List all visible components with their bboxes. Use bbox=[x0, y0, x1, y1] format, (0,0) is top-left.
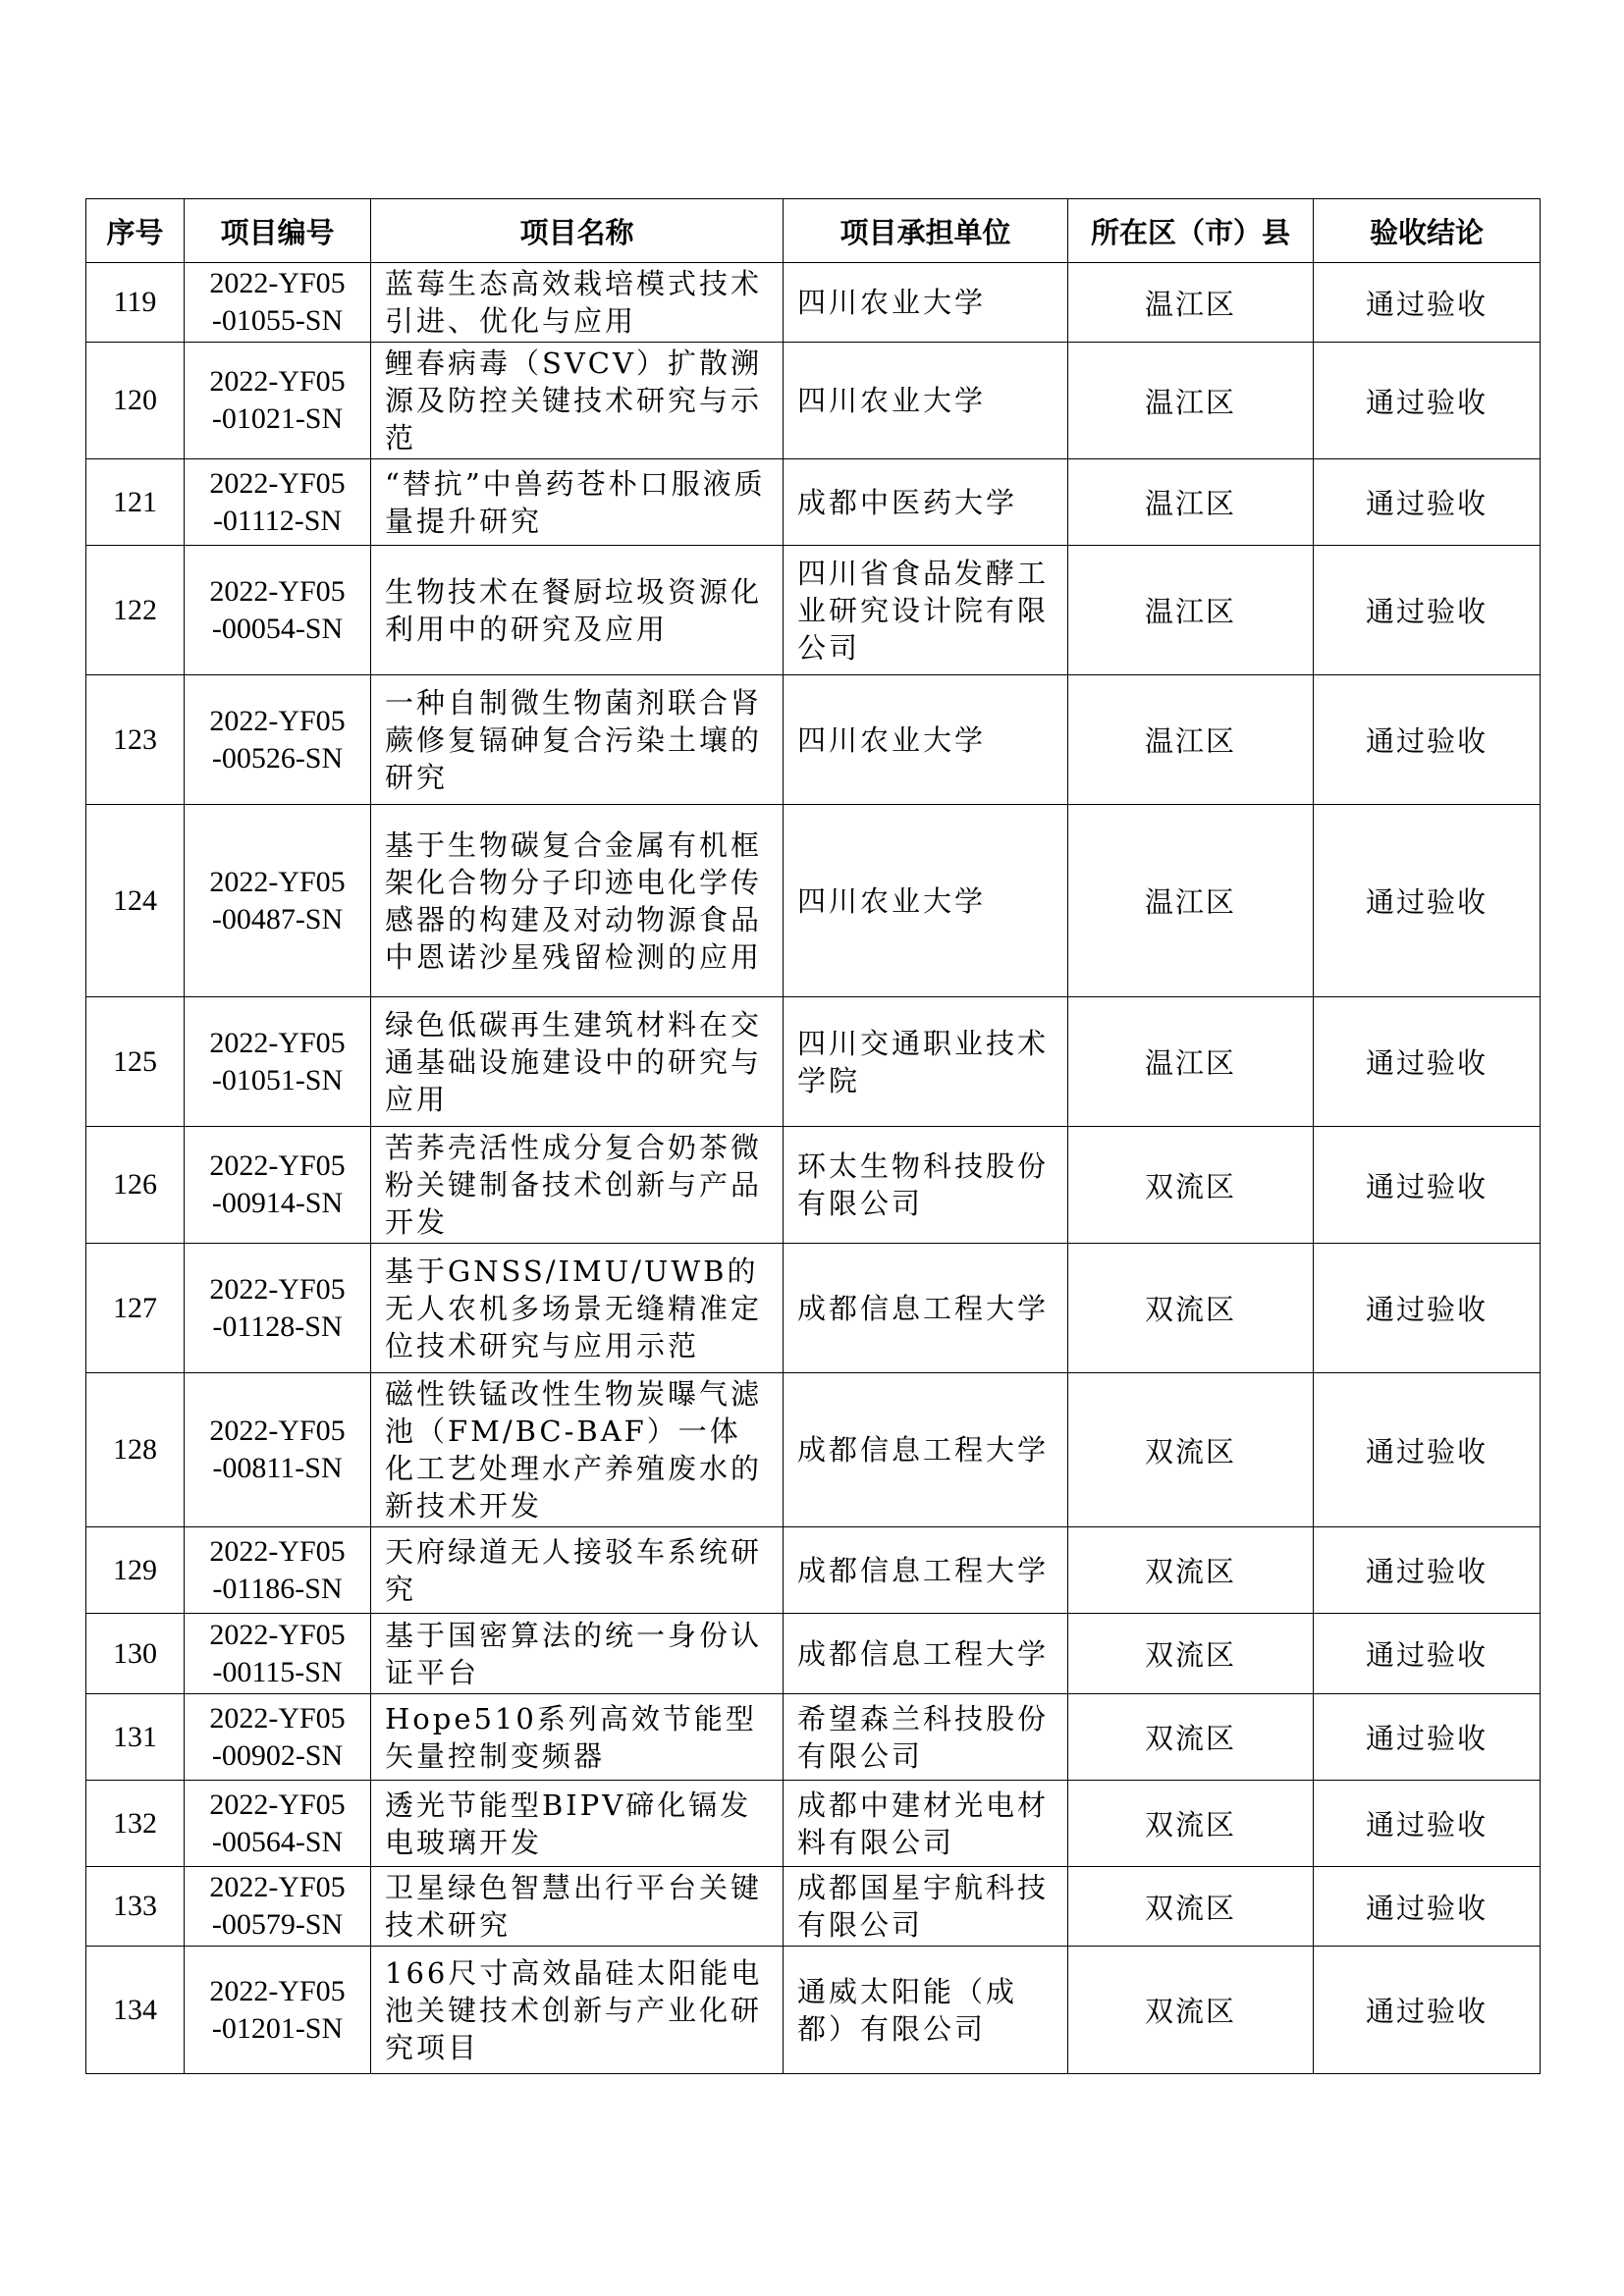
project-district: 双流区 bbox=[1068, 1127, 1314, 1244]
project-code bbox=[185, 1244, 371, 1373]
project-code bbox=[185, 805, 371, 997]
project-district: 双流区 bbox=[1068, 1781, 1314, 1867]
row-number: 119 bbox=[86, 263, 185, 343]
header-unit: 项目承担单位 bbox=[784, 199, 1068, 263]
project-unit: 四川交通职业技术学院 bbox=[784, 997, 1068, 1127]
project-district: 温江区 bbox=[1068, 459, 1314, 546]
table-row bbox=[86, 1527, 1541, 1614]
project-name: 透光节能型BIPV碲化镉发电玻璃开发 bbox=[371, 1781, 784, 1867]
project-unit: 四川农业大学 bbox=[784, 675, 1068, 805]
project-code-line-1: 2022-YF05 bbox=[209, 1788, 346, 1821]
project-unit: 四川省食品发酵工业研究设计院有限公司 bbox=[784, 546, 1068, 675]
project-code bbox=[185, 1127, 371, 1244]
table-row bbox=[86, 546, 1541, 675]
row-number: 133 bbox=[86, 1867, 185, 1947]
row-number: 131 bbox=[86, 1694, 185, 1781]
table-row bbox=[86, 1127, 1541, 1244]
acceptance-result: 通过验收 bbox=[1314, 1867, 1541, 1947]
project-unit: 成都信息工程大学 bbox=[784, 1527, 1068, 1614]
project-name: 基于GNSS/IMU/UWB的无人农机多场景无缝精准定位技术研究与应用示范 bbox=[371, 1244, 784, 1373]
project-name: 生物技术在餐厨垃圾资源化利用中的研究及应用 bbox=[371, 546, 784, 675]
project-code bbox=[185, 263, 371, 343]
project-code-line-2: -00579-SN bbox=[211, 1908, 344, 1941]
project-code bbox=[185, 997, 371, 1127]
acceptance-result: 通过验收 bbox=[1314, 1373, 1541, 1527]
project-code-line-2: -00526-SN bbox=[211, 741, 344, 774]
project-name: 一种自制微生物菌剂联合肾蕨修复镉砷复合污染土壤的研究 bbox=[371, 675, 784, 805]
acceptance-result: 通过验收 bbox=[1314, 1244, 1541, 1373]
project-unit: 成都信息工程大学 bbox=[784, 1244, 1068, 1373]
project-unit: 成都中医药大学 bbox=[784, 459, 1068, 546]
project-code bbox=[185, 1527, 371, 1614]
project-district: 温江区 bbox=[1068, 546, 1314, 675]
project-code-line-1: 2022-YF05 bbox=[209, 574, 346, 608]
acceptance-result: 通过验收 bbox=[1314, 1527, 1541, 1614]
acceptance-result: 通过验收 bbox=[1314, 1614, 1541, 1694]
row-number: 129 bbox=[86, 1527, 185, 1614]
project-unit: 希望森兰科技股份有限公司 bbox=[784, 1694, 1068, 1781]
project-name: 基于生物碳复合金属有机框架化合物分子印迹电化学传感器的构建及对动物源食品中恩诺沙星残留检测的应用 bbox=[371, 805, 784, 997]
table-row bbox=[86, 805, 1541, 997]
project-code-line-2: -00564-SN bbox=[211, 1825, 344, 1858]
acceptance-result: 通过验收 bbox=[1314, 546, 1541, 675]
project-name: 鲤春病毒（SVCV）扩散溯源及防控关键技术研究与示范 bbox=[371, 343, 784, 459]
header-name: 项目名称 bbox=[371, 199, 784, 263]
project-code bbox=[185, 546, 371, 675]
project-code-line-1: 2022-YF05 bbox=[209, 1272, 346, 1306]
project-unit: 四川农业大学 bbox=[784, 343, 1068, 459]
project-district: 双流区 bbox=[1068, 1373, 1314, 1527]
row-number: 127 bbox=[86, 1244, 185, 1373]
acceptance-result: 通过验收 bbox=[1314, 263, 1541, 343]
acceptance-result: 通过验收 bbox=[1314, 1947, 1541, 2074]
row-number: 132 bbox=[86, 1781, 185, 1867]
project-unit: 成都国星宇航科技有限公司 bbox=[784, 1867, 1068, 1947]
acceptance-result: 通过验收 bbox=[1314, 1781, 1541, 1867]
project-name: 苦荞壳活性成分复合奶茶微粉关键制备技术创新与产品开发 bbox=[371, 1127, 784, 1244]
project-code-line-1: 2022-YF05 bbox=[209, 1415, 346, 1447]
table-row bbox=[86, 997, 1541, 1127]
project-code-line-2: -01112-SN bbox=[212, 504, 343, 537]
project-unit: 四川农业大学 bbox=[784, 263, 1068, 343]
header-result: 验收结论 bbox=[1314, 199, 1541, 263]
project-code bbox=[185, 459, 371, 546]
table-row bbox=[86, 263, 1541, 343]
table-row bbox=[86, 1867, 1541, 1947]
table-row bbox=[86, 1694, 1541, 1781]
table-row bbox=[86, 1947, 1541, 2074]
project-code-line-1: 2022-YF05 bbox=[209, 1871, 346, 1903]
project-code bbox=[185, 1867, 371, 1947]
project-code bbox=[185, 1614, 371, 1694]
project-code bbox=[185, 1373, 371, 1527]
project-name: 蓝莓生态高效栽培模式技术引进、优化与应用 bbox=[371, 263, 784, 343]
header-district: 所在区（市）县 bbox=[1068, 199, 1314, 263]
row-number: 125 bbox=[86, 997, 185, 1127]
project-district: 温江区 bbox=[1068, 997, 1314, 1127]
project-code bbox=[185, 1694, 371, 1781]
project-code-line-1: 2022-YF05 bbox=[209, 1618, 346, 1651]
row-number: 122 bbox=[86, 546, 185, 675]
project-unit: 通威太阳能（成都）有限公司 bbox=[784, 1947, 1068, 2074]
project-code-line-2: -01021-SN bbox=[211, 402, 344, 435]
row-number: 120 bbox=[86, 343, 185, 459]
project-name: 166尺寸高效晶硅太阳能电池关键技术创新与产业化研究项目 bbox=[371, 1947, 784, 2074]
project-unit: 成都中建材光电材料有限公司 bbox=[784, 1781, 1068, 1867]
project-code-line-1: 2022-YF05 bbox=[209, 865, 346, 898]
row-number: 130 bbox=[86, 1614, 185, 1694]
table-row bbox=[86, 459, 1541, 546]
row-number: 121 bbox=[86, 459, 185, 546]
acceptance-result: 通过验收 bbox=[1314, 805, 1541, 997]
acceptance-result: 通过验收 bbox=[1314, 343, 1541, 459]
project-district: 双流区 bbox=[1068, 1244, 1314, 1373]
project-code-line-1: 2022-YF05 bbox=[209, 1026, 346, 1059]
project-code-line-2: -00914-SN bbox=[211, 1187, 344, 1219]
project-code-line-2: -01201-SN bbox=[211, 2011, 344, 2045]
row-number: 126 bbox=[86, 1127, 185, 1244]
project-code-line-1: 2022-YF05 bbox=[209, 1701, 346, 1735]
project-district: 温江区 bbox=[1068, 343, 1314, 459]
table-row bbox=[86, 1244, 1541, 1373]
project-district: 温江区 bbox=[1068, 263, 1314, 343]
project-district: 双流区 bbox=[1068, 1947, 1314, 2074]
project-code-line-1: 2022-YF05 bbox=[209, 267, 346, 299]
acceptance-result: 通过验收 bbox=[1314, 997, 1541, 1127]
project-code-line-2: -00487-SN bbox=[211, 902, 344, 935]
table-row bbox=[86, 1781, 1541, 1867]
project-code-line-1: 2022-YF05 bbox=[209, 365, 346, 398]
project-code-line-1: 2022-YF05 bbox=[209, 1149, 346, 1182]
project-district: 双流区 bbox=[1068, 1527, 1314, 1614]
project-code bbox=[185, 1947, 371, 2074]
project-unit: 环太生物科技股份有限公司 bbox=[784, 1127, 1068, 1244]
project-name: Hope510系列高效节能型矢量控制变频器 bbox=[371, 1694, 784, 1781]
row-number: 123 bbox=[86, 675, 185, 805]
acceptance-result: 通过验收 bbox=[1314, 1694, 1541, 1781]
table-header-row bbox=[86, 199, 1541, 263]
project-code-line-2: -00115-SN bbox=[212, 1655, 343, 1688]
project-code bbox=[185, 1781, 371, 1867]
table-row bbox=[86, 1373, 1541, 1527]
project-code-line-2: -01055-SN bbox=[211, 304, 344, 337]
project-name: 天府绿道无人接驳车系统研究 bbox=[371, 1527, 784, 1614]
row-number: 124 bbox=[86, 805, 185, 997]
table-row bbox=[86, 1614, 1541, 1694]
project-district: 温江区 bbox=[1068, 805, 1314, 997]
project-code-line-1: 2022-YF05 bbox=[209, 466, 346, 500]
project-district: 双流区 bbox=[1068, 1694, 1314, 1781]
project-unit: 成都信息工程大学 bbox=[784, 1614, 1068, 1694]
project-code-line-1: 2022-YF05 bbox=[209, 704, 346, 737]
acceptance-result: 通过验收 bbox=[1314, 459, 1541, 546]
project-district: 双流区 bbox=[1068, 1614, 1314, 1694]
acceptance-result: 通过验收 bbox=[1314, 1127, 1541, 1244]
project-name: “替抗”中兽药苍朴口服液质量提升研究 bbox=[371, 459, 784, 546]
project-code-line-2: -00054-SN bbox=[211, 612, 344, 645]
project-unit: 成都信息工程大学 bbox=[784, 1373, 1068, 1527]
project-code-line-2: -01051-SN bbox=[211, 1063, 344, 1096]
project-district: 温江区 bbox=[1068, 675, 1314, 805]
project-code-line-2: -01186-SN bbox=[212, 1572, 343, 1605]
project-code-line-2: -00902-SN bbox=[211, 1738, 344, 1772]
table-row bbox=[86, 675, 1541, 805]
acceptance-table bbox=[85, 198, 1541, 2074]
header-no: 序号 bbox=[86, 199, 185, 263]
acceptance-result: 通过验收 bbox=[1314, 675, 1541, 805]
header-code: 项目编号 bbox=[185, 199, 371, 263]
project-code-line-2: -00811-SN bbox=[212, 1452, 343, 1484]
project-name: 磁性铁锰改性生物炭曝气滤池（FM/BC-BAF）一体化工艺处理水产养殖废水的新技术开发 bbox=[371, 1373, 784, 1527]
row-number: 128 bbox=[86, 1373, 185, 1527]
table-body bbox=[86, 263, 1541, 2074]
row-number: 134 bbox=[86, 1947, 185, 2074]
project-unit: 四川农业大学 bbox=[784, 805, 1068, 997]
project-name: 卫星绿色智慧出行平台关键技术研究 bbox=[371, 1867, 784, 1947]
project-code-line-1: 2022-YF05 bbox=[209, 1534, 346, 1568]
project-name: 基于国密算法的统一身份认证平台 bbox=[371, 1614, 784, 1694]
project-code-line-2: -01128-SN bbox=[212, 1309, 343, 1343]
project-code-line-1: 2022-YF05 bbox=[209, 1974, 346, 2007]
table-row bbox=[86, 343, 1541, 459]
project-district: 双流区 bbox=[1068, 1867, 1314, 1947]
project-code bbox=[185, 675, 371, 805]
project-name: 绿色低碳再生建筑材料在交通基础设施建设中的研究与应用 bbox=[371, 997, 784, 1127]
project-code bbox=[185, 343, 371, 459]
